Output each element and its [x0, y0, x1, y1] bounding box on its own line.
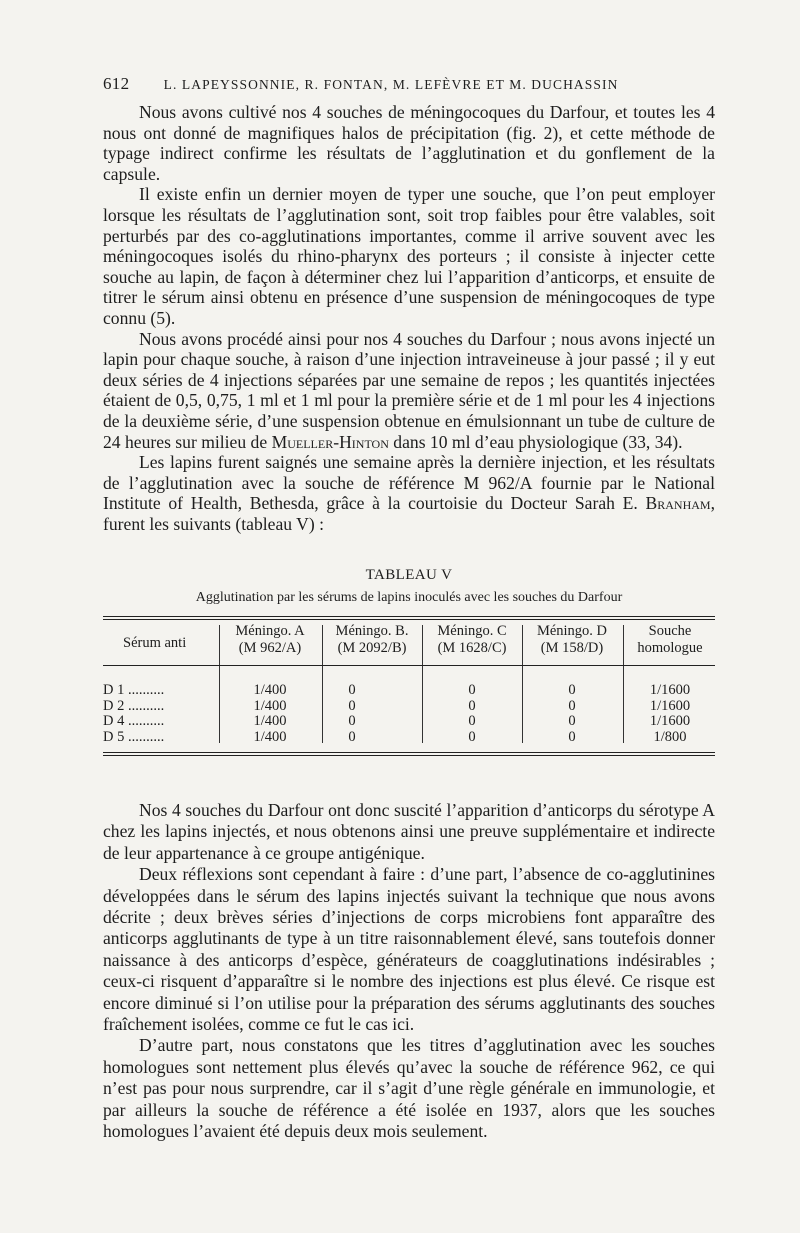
table-cell-serum: D 4 .......... — [103, 713, 165, 729]
table-cell: 0 — [468, 697, 476, 714]
table-cell: 0 — [348, 682, 356, 698]
table-top-rule — [103, 616, 715, 617]
table-cell: 1/400 — [253, 682, 287, 698]
table-cell-serum: D 5 .......... — [103, 728, 165, 745]
paragraph: Deux réflexions sont cependant à faire : d’une part, l’absence de co-agglutinines développées dans le sérum des lapins injectés suivant la technique que nous avons décrite ; deux brèves séries d’injections de corps microbiens font apparaître des anticorps agglutinants de type à un titre raisonnablement élevé, sans toutefois donner naissance à des anticorps d’espèce, générateurs de coagglutinations indésirables ; ceux-ci risquent d’apparaître si le nombre des injections est plus élevé. Ce risque est encore diminué si l’on utilise pour la préparation des sérums agglutinants des souches fraîchement isolées, comme ce fut le cas ici. — [103, 864, 715, 1035]
table-title: TABLEAU V — [365, 567, 453, 583]
body-text-bottom — [103, 800, 715, 1143]
page-number: 612 — [103, 74, 130, 93]
table-cell: 0 — [348, 728, 356, 745]
table-cell: 0 — [568, 682, 576, 698]
table-cell: 0 — [468, 682, 476, 698]
paragraph: Il existe enfin un dernier moyen de typer une souche, que l’on peut employer lorsque les résultats de l’agglutination sont, soit trop faibles pour être valables, soit perturbés par des co-agglutinations importantes, comme il arrive souvent avec les méningocoques isolés du rhino-pharynx des porteurs ; il consiste à injecter cette souche au lapin, de façon à déterminer chez lui l’apparition d’anticorps, et ensuite de titrer le sérum ainsi obtenu en présence d’une suspension de méningocoques de type connu (5). — [103, 184, 715, 328]
table-cell: 0 — [348, 697, 356, 714]
table-cell: 1/1600 — [649, 682, 691, 698]
table-cell: 1/1600 — [649, 713, 691, 729]
table-cell: 1/800 — [653, 728, 687, 745]
paragraph: Nos 4 souches du Darfour ont donc suscité l’apparition d’anticorps du sérotype A chez les lapins injectés, et nous obtenons ainsi une preuve supplémentaire et indirecte de leur appartenance à ce groupe antigénique. — [103, 800, 715, 863]
table-header-cell: Sérum anti — [123, 635, 187, 651]
table-cell: 1/400 — [253, 697, 287, 714]
table-caption: Agglutination par les sérums de lapins inoculés avec les souches du Darfour — [195, 590, 623, 605]
table-cell: 0 — [568, 728, 576, 745]
paragraph: Les lapins furent saignés une semaine après la dernière injection, et les résultats de l’agglutination avec la souche de référence M 962/A fournie par le National Institute of Health, Bethesda, grâce à la courtoisie du Docteur Sarah E. Branham, furent les suivants (tableau V) : — [103, 452, 715, 534]
table-top-rule — [103, 619, 715, 620]
running-authors: L. LAPEYSSONNIE, R. FONTAN, M. LEFÈVRE ET M. DUCHASSIN — [163, 77, 619, 92]
table-header-cell: Méningo. B. (M 2092/B) — [335, 623, 409, 656]
author-name-smallcaps: Branham — [645, 493, 711, 514]
table-cell: 0 — [348, 713, 356, 729]
paragraph: D’autre part, nous constatons que les titres d’agglutination avec les souches homologues sont nettement plus élevés qu’avec la souche de référence 962, ce qui n’est pas pour nous surprendre, car il s’agit d’une règle générale en immunologie, et par ailleurs la souche de référence a été isolée en 1937, alors que les souches homologues l’avaient été depuis deux mois seulement. — [103, 1035, 715, 1142]
table-header-cell: Méningo. D (M 158/D) — [536, 623, 608, 656]
body-text-top — [103, 102, 715, 534]
running-header — [103, 74, 713, 94]
paragraph: Nous avons procédé ainsi pour nos 4 souches du Darfour ; nous avons injecté un lapin pour chaque souche, à raison d’une injection intraveineuse à jour passé ; il y eut deux séries de 4 injections séparées par une semaine de repos ; les quantités injectées étaient de 0,5, 0,75, 1 ml et 1 ml pour la première série et de 1 ml pour les 4 injections de la deuxième série, d’une suspension obtenue en émulsionnant un tube de culture de 24 heures sur milieu de Mueller-Hinton dans 10 ml d’eau physiologique (33, 34). — [103, 328, 715, 452]
table-cell-serum: D 2 .......... — [103, 697, 165, 714]
table-header-rule — [103, 665, 715, 666]
author-name-smallcaps: Mueller-Hinton — [271, 431, 389, 452]
table-header-cell: Souche homologue — [637, 623, 703, 656]
table-cell: 1/400 — [253, 713, 287, 729]
table-bottom-rule — [103, 752, 715, 753]
table-header-cell: Méningo. A (M 962/A) — [235, 623, 305, 656]
table-cell: 0 — [468, 713, 476, 729]
paragraph: Nous avons cultivé nos 4 souches de méningocoques du Darfour, et toutes les 4 nous ont donné de magnifiques halos de précipitation (fig. 2), et cette méthode de typage indirect confirme les résultats de l’agglutination et du gonflement de la capsule. — [103, 102, 715, 184]
table-bottom-rule — [103, 755, 715, 756]
table-cell: 0 — [468, 728, 476, 745]
table-cell: 1/400 — [253, 728, 287, 745]
table-header-cell: Méningo. C (M 1628/C) — [437, 623, 507, 656]
table-cell: 0 — [568, 697, 576, 714]
column-separator — [623, 625, 624, 743]
table-cell: 1/1600 — [649, 697, 691, 714]
table-cell: 0 — [568, 713, 576, 729]
table-cell-serum: D 1 .......... — [103, 682, 165, 698]
